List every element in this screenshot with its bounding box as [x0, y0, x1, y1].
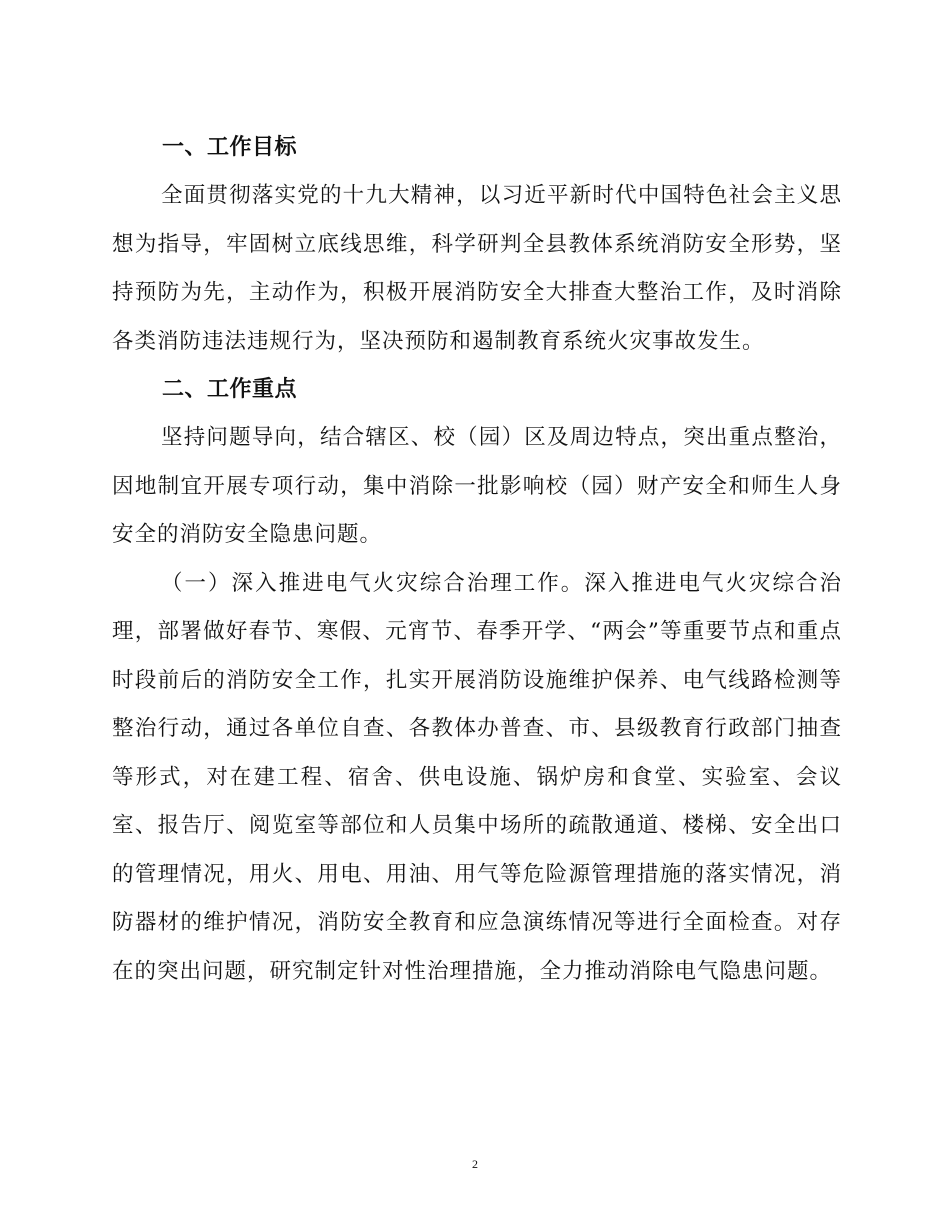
document-body	[112, 124, 842, 996]
section-heading-work-focus: 二、工作重点	[162, 377, 298, 402]
page-number: 2	[472, 1157, 478, 1171]
section-heading-work-goals: 一、工作目标	[162, 135, 298, 160]
paragraph-work-focus: 坚持问题导向，结合辖区、校（园）区及周边特点，突出重点整治，因地制宜开展专项行动，集中消除一批影响校（园）财产安全和师生人身安全的消防安全隐患问题。	[112, 425, 842, 547]
paragraph-electrical-fire-governance: （一）深入推进电气火灾综合治理工作。深入推进电气火灾综合治理，部署做好春节、寒假、元宵节、春季开学、“两会”等重要节点和重点时段前后的消防安全工作，扎实开展消防设施维护保养、电气线路检测等整治行动，通过各单位自查、各教体办普查、市、县级教育行政部门抽查等形式，对在建工程、宿舍、供电设施、锅炉房和食堂、实验室、会议室、报告厅、阅览室等部位和人员集中场所的疏散通道、楼梯、安全出口的管理情况，用火、用电、用油、用气等危险源管理措施的落实情况，消防器材的维护情况，消防安全教育和应急演练情况等进行全面检查。对存在的突出问题，研究制定针对性治理措施，全力推动消除电气隐患问题。	[112, 570, 842, 984]
paragraph-work-goals: 全面贯彻落实党的十九大精神，以习近平新时代中国特色社会主义思想为指导，牢固树立底线思维，科学研判全县教体系统消防安全形势，坚持预防为先，主动作为，积极开展消防安全大排查大整治工作，及时消除各类消防违法违规行为，坚决预防和遏制教育系统火灾事故发生。	[112, 183, 842, 354]
